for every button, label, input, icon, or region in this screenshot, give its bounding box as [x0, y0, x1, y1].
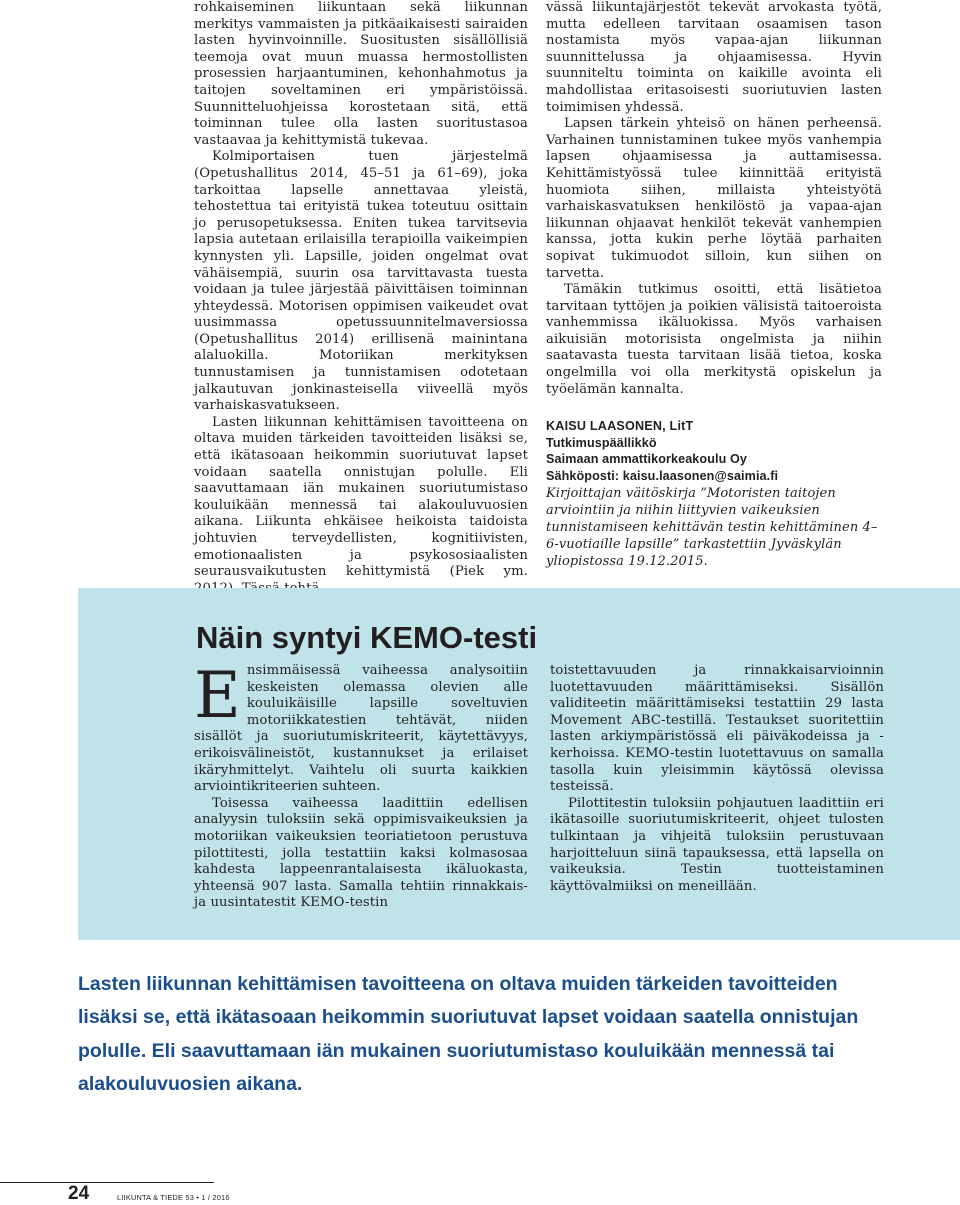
body-paragraph: Kolmiportaisen tuen järjestelmä (Opetushallitus 2014, 45–51 ja 61–69), joka tarkoittaa lapselle annettavaa yleistä, tehostettua tai erityistä tukea toteutuu osittain jo perusopetuksessa. Eniten tukea tarvitsevia lapsia autetaan erilaisilla terapioilla vaikeimpien kynnysten yli. Lapsille, joiden ongelmat ovat vähäisempiä, suurin osa tarvittavasta tuesta voidaan ja tulee järjestää päivittäisen toiminnan yhteydessä. Motorisen oppimisen vaikeudet ovat uusimmassa opetussuunnitelmaversiossa (Opetushallitus 2014) erillisenä mainintana alaluokilla. Motoriikan merkityksen tunnustamisen ja tunnistamisen odotetaan jalkautuvan jonkinasteisella viiveellä myös varhaiskasvatukseen.	[194, 149, 528, 414]
info-box-column-1	[194, 659, 528, 912]
body-paragraph: vässä liikuntajärjestöt tekevät arvokasta työtä, mutta edelleen tarvitaan osaamisen tason nostamista myös vapaa-ajan liikunnan suunnittelussa ja ohjaamisessa. Hyvin suunniteltu toiminta on kaikille avointa eli mahdollistaa eritasoisesti suoriutuvien lasten toimimisen yhdessä.	[546, 0, 882, 115]
body-paragraph: rohkaiseminen liikuntaan sekä liikunnan merkitys vammaisten ja pitkäaikaisesti sairaiden lasten hyvinvoinnille. Suositusten sisällöllisiä teemoja ovat muun muassa hermostollisten prosessien harjaantuminen, kehonhahmotus ja taitojen soveltaminen eri ympäristöissä. Suunnitteluohjeissa korostetaan sitä, että toiminnan tulee olla lasten suoritustasoa vastaavaa ja kehittymistä tukevaa.	[194, 0, 528, 148]
author-organization: Saimaan ammattikorkeakoulu Oy	[546, 452, 747, 467]
journal-issue: LIIKUNTA & TIEDE 53 • 1 / 2016	[117, 1193, 230, 1202]
body-paragraph: Pilottitestin tuloksiin pohjautuen laadittiin eri ikätasoille suoriutumiskriteerit, ohjeet tulosten tulkintaan ja vihjeitä tuloksiin perustuvaan harjoitteluun siinä tapauksessa, että lapsella on vaikeuksia. Testin tuotteistaminen käyttövalmiiksi on meneillään.	[550, 795, 884, 894]
info-box-column-2	[550, 663, 884, 895]
pull-quote: Lasten liikunnan kehittämisen tavoitteena on oltava muiden tärkeiden tavoitteiden lisäksi se, että ikätasoaan heikommin suoriutuvat lapset voidaan saatella onnistujan polulle. Eli saavuttamaan iän mukainen suoriutumistaso kouluikään mennessä tai alakouluvuosien aikana.	[78, 973, 859, 1096]
page-number: 24	[68, 1183, 90, 1204]
author-title: Tutkimuspäällikkö	[546, 435, 657, 450]
body-paragraph	[194, 659, 528, 796]
body-paragraph: Tämäkin tutkimus osoitti, että lisätietoa tarvitaan tyttöjen ja poikien välisistä taitoeroista vanhemmissa ikäluokissa. Myös varhaisen aikuisiän motorisista ongelmista ja niihin saatavasta tuesta tarvitaan lisää tietoa, koska ongelmilla voi olla merkitystä opiskelun ja työelämän kannalta.	[546, 282, 882, 397]
article-left-column	[194, 0, 528, 597]
drop-cap: E	[194, 659, 241, 733]
box-paragraph-text: nsimmäisessä vaiheessa analysoitiin keskeisten olemassa olevien alle kouluikäisille lapsille soveltuvien motoriikkatestien tehtävät, niiden sisällöt ja suoriutumiskriteerit, käytettävyys, erikoisvälineistöt, kustannukset ja erilaiset ikäryhmittelyt. Vaihtelu oli suurta kaikkien arviointikriteerien suhteen.	[194, 663, 528, 795]
thesis-note: Kirjoittajan väitöskirja ”Motoristen taitojen arviointiin ja niihin liittyvien vaikeuksien tunnistamiseen kehittävän testin kehittäminen 4–6-vuotiaille lapsille” tarkastettiin Jyväskylän yliopistossa 19.12.2015.	[546, 485, 878, 569]
author-email: Sähköposti: kaisu.laasonen@saimia.fi	[546, 469, 779, 484]
info-box-title: Näin syntyi KEMO-testi	[196, 620, 538, 655]
body-paragraph: Lasten liikunnan kehittämisen tavoitteena on oltava muiden tärkeiden tavoitteiden lisäksi se, että ikätasoaan heikommin suoriutuvat lapset voidaan saatella onnistujan polulle. Eli saavuttamaan iän mukainen suoriutumistaso kouluikään mennessä tai alakouluvuosien aikana. Liikunta ehkäisee heikoista taidoista johtuvien terveydellisten, kognitiivisten, emotionaalisten ja psykososiaalisten seurausvaikutusten kehittymistä (Piek ym.	[194, 414, 528, 580]
body-paragraph: Toisessa vaiheessa laadittiin edellisen analyysin tuloksiin sekä oppimisvaikeuksien ja motoriikan vaikeuksien teoriatietoon perustuva pilottitesti, jolla testattiin kaksi kolmasosaa kahdesta lappeenrantalaisesta ikäluokasta, yhteensä 907 lasta. Samalla tehtiin rinnakkais- ja uusintatestit KEMO-testin	[194, 795, 528, 911]
author-block	[546, 418, 882, 484]
footer-divider	[0, 1182, 214, 1183]
body-paragraph: Lapsen tärkein yhteisö on hänen perheensä. Varhainen tunnistaminen tukee myös vanhempia lapsen ohjaamisessa ja auttamisessa. Kehittämistyössä tulee kiinnittää erityistä huomiota siihen, millaista yhteistyötä varhaiskasvatuksen henkilöstö ja vapaa-ajan liikunnan ohjaavat henkilöt tekevät vanhempien kanssa, jotta kukin perhe löytää parhaiten sopivat tukimuodot silloin, kun siihen on tarvetta.	[546, 116, 882, 281]
body-paragraph: toistettavuuden ja rinnakkaisarvioinnin luotettavuuden määrittämiseksi. Sisällön validiteetin määrittämiseksi testattiin 29 lasta Movement ABC-testillä. Testaukset suoritettiin lasten arkiympäristössä eli päiväkodeissa ja -kerhoissa. KEMO-testin luotettavuus on samalla tasolla kuin yleisimmin käytössä olevissa testeissä.	[550, 663, 884, 795]
article-right-column	[546, 0, 882, 570]
author-name: KAISU LAASONEN, LitT	[546, 419, 694, 434]
